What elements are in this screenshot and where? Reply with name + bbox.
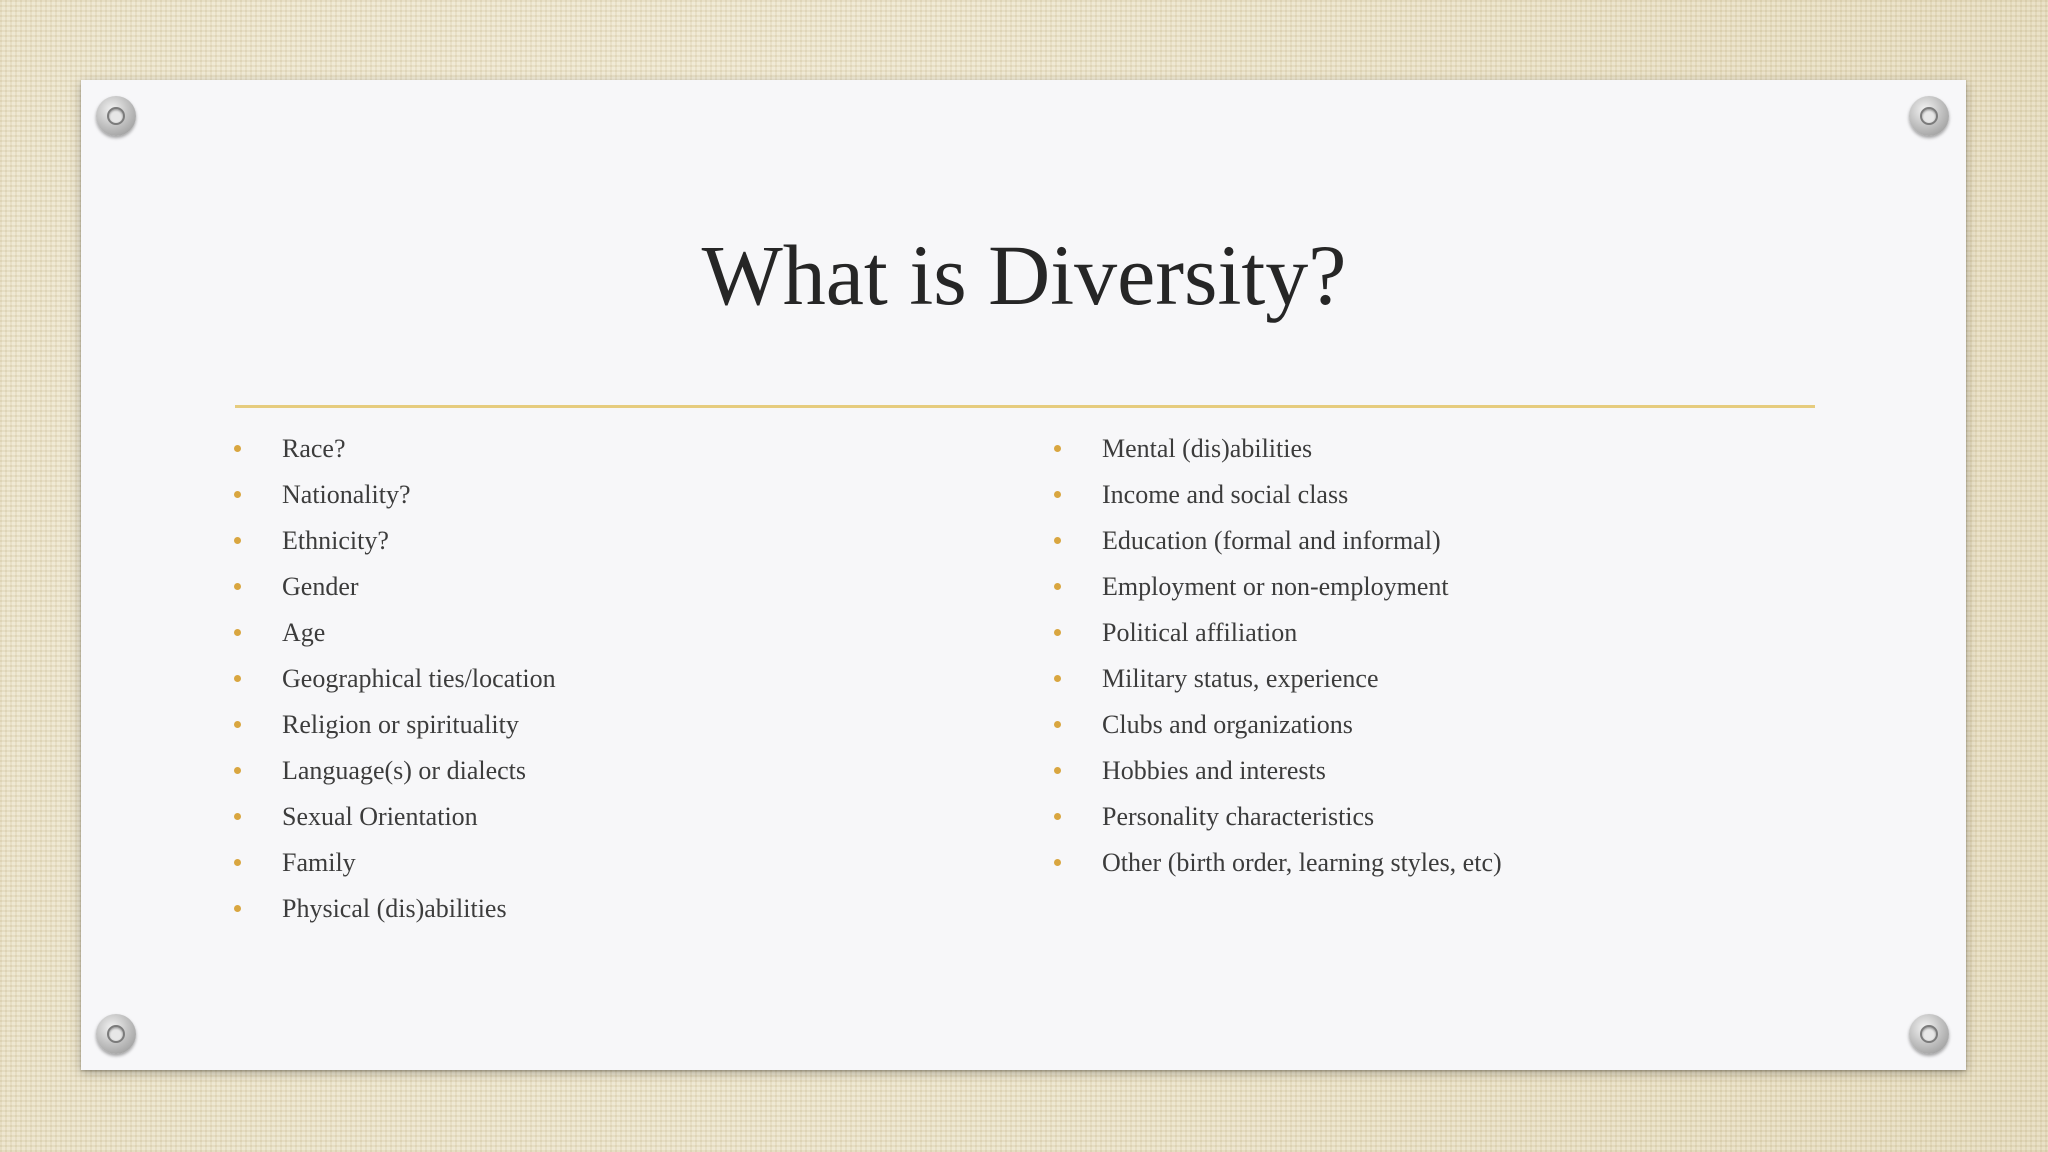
bullet-item (234, 472, 994, 518)
bullet-dot-icon (234, 859, 241, 866)
bullet-dot-icon (1054, 583, 1061, 590)
bullet-item (234, 656, 994, 702)
bullet-dot-icon (1054, 767, 1061, 774)
grommet-icon (96, 1014, 136, 1054)
bullet-dot-icon (1054, 629, 1061, 636)
bullet-text: Income and social class (1102, 480, 1349, 509)
bullet-text: Education (formal and informal) (1102, 526, 1441, 555)
bullet-text: Mental (dis)abilities (1102, 434, 1313, 463)
bullet-dot-icon (234, 721, 241, 728)
bullet-item (1054, 472, 1814, 518)
bullet-item (234, 794, 994, 840)
bullet-dot-icon (234, 675, 241, 682)
bullet-dot-icon (1054, 813, 1061, 820)
bullet-dot-icon (234, 537, 241, 544)
grommet-icon (1909, 96, 1949, 136)
bullet-text: Employment or non-employment (1102, 572, 1449, 601)
grommet-icon (1909, 1014, 1949, 1054)
bullet-text: Personality characteristics (1102, 802, 1375, 831)
bullet-item (1054, 426, 1814, 472)
bullet-text: Clubs and organizations (1102, 710, 1353, 739)
bullet-item (1054, 656, 1814, 702)
bullet-text: Sexual Orientation (282, 802, 478, 831)
bullet-dot-icon (234, 629, 241, 636)
bullet-dot-icon (1054, 537, 1061, 544)
bullet-text: Ethnicity? (282, 526, 389, 555)
bullet-item (1054, 748, 1814, 794)
bullet-text: Military status, experience (1102, 664, 1379, 693)
bullet-text: Age (282, 618, 326, 647)
bullet-text: Religion or spirituality (282, 710, 519, 739)
bullet-item (1054, 564, 1814, 610)
bullet-dot-icon (1054, 721, 1061, 728)
bullet-text: Physical (dis)abilities (282, 894, 507, 923)
bullet-dot-icon (234, 813, 241, 820)
bullet-item (234, 564, 994, 610)
bullet-item (1054, 840, 1814, 886)
bullet-item (1054, 702, 1814, 748)
bullet-text: Family (282, 848, 356, 877)
bullet-dot-icon (234, 767, 241, 774)
bullet-dot-icon (234, 491, 241, 498)
bullet-item (234, 610, 994, 656)
bullet-text: Gender (282, 572, 359, 601)
bullet-text: Nationality? (282, 480, 411, 509)
bullet-text: Geographical ties/location (282, 664, 556, 693)
bullet-dot-icon (1054, 859, 1061, 866)
bullet-text: Language(s) or dialects (282, 756, 527, 785)
bullet-text: Race? (282, 434, 346, 463)
bullet-item (234, 886, 994, 932)
right-bullet-list (1054, 426, 1814, 886)
bullet-text: Other (birth order, learning styles, etc) (1102, 848, 1502, 877)
bullet-dot-icon (1054, 491, 1061, 498)
bullet-dot-icon (234, 583, 241, 590)
bullet-item (234, 702, 994, 748)
bullet-dot-icon (1054, 675, 1061, 682)
bullet-item (1054, 794, 1814, 840)
bullet-item (234, 518, 994, 564)
slide-title: What is Diversity? (701, 227, 1347, 323)
grommet-icon (96, 96, 136, 136)
bullet-item (1054, 610, 1814, 656)
bullet-text: Hobbies and interests (1102, 756, 1326, 785)
left-bullet-list (234, 426, 994, 932)
title-divider (235, 405, 1815, 408)
bullet-item (234, 840, 994, 886)
bullet-text: Political affiliation (1102, 618, 1298, 647)
bullet-item (234, 748, 994, 794)
bullet-dot-icon (234, 905, 241, 912)
bullet-item (234, 426, 994, 472)
bullet-dot-icon (234, 445, 241, 452)
bullet-item (1054, 518, 1814, 564)
bullet-dot-icon (1054, 445, 1061, 452)
